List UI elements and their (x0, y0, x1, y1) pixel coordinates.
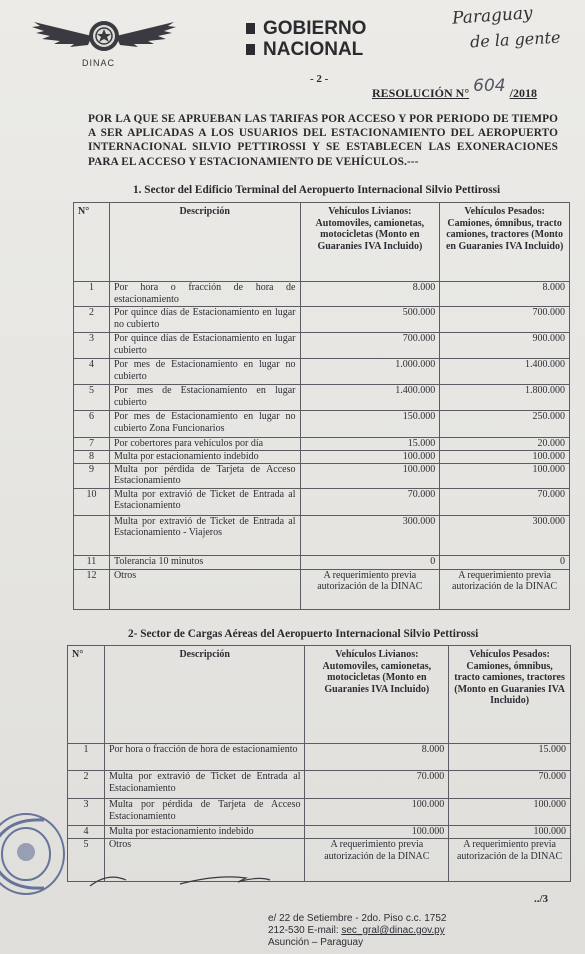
footer-line-1: e/ 22 de Setiembre - 2do. Piso c.c. 1752 (268, 913, 447, 924)
row-light-vehicle-amount: 100.000 (305, 799, 449, 826)
col-header-description: Descripción (104, 646, 305, 744)
col-header-number: N° (74, 203, 110, 282)
row-description: Multa por estacionamiento indebido (104, 826, 305, 839)
row-heavy-vehicle-amount: 900.000 (440, 333, 570, 359)
row-light-vehicle-amount: 700.000 (300, 333, 440, 359)
row-heavy-vehicle-amount: 0 (440, 555, 570, 569)
table-row (68, 771, 571, 799)
resolution-line (372, 76, 537, 102)
table-row (68, 826, 571, 839)
table-header-row (68, 646, 571, 744)
continuation-marker: ../3 (534, 893, 549, 905)
row-light-vehicle-amount: 100.000 (300, 451, 440, 464)
col-header-heavy-vehicles: Vehículos Pesados: Camiones, ómnibus, tracto camiones, tractores (Monto en Guaranies IVA Incluido) (440, 203, 570, 282)
row-description: Otros (109, 569, 300, 609)
footer-address (268, 913, 446, 949)
row-heavy-vehicle-amount: 1.800.000 (440, 385, 570, 411)
row-description: Multa por pérdida de Tarjeta de Acceso Estacionamiento (104, 799, 305, 826)
table-header-row (74, 203, 570, 282)
official-stamp-icon (0, 808, 70, 900)
table-row (74, 515, 570, 555)
row-number: 12 (74, 569, 110, 609)
row-number: 10 (74, 488, 110, 515)
row-heavy-vehicle-amount: 100.000 (449, 799, 571, 826)
signature-icon (88, 866, 298, 890)
row-number: 1 (68, 744, 105, 771)
row-heavy-vehicle-amount: 100.000 (440, 463, 570, 488)
row-heavy-vehicle-amount: 1.400.000 (440, 359, 570, 385)
row-light-vehicle-amount: 100.000 (300, 463, 440, 488)
row-description: Por quince días de Estacionamiento en lugar no cubierto (109, 307, 300, 333)
row-number: 4 (74, 359, 110, 385)
table-row (74, 411, 570, 438)
row-light-vehicle-amount: A requerimiento previa autorización de la DINAC (305, 839, 449, 882)
row-light-vehicle-amount: 8.000 (300, 282, 440, 307)
row-description: Por hora o fracción de hora de estacionamiento (104, 744, 305, 771)
row-heavy-vehicle-amount: 8.000 (440, 282, 570, 307)
footer-phone: 212-530 E-mail: (268, 925, 342, 936)
gov-line-2: NACIONAL (246, 39, 366, 60)
footer-email-link[interactable]: sec_gral@dinac.gov.py (341, 925, 445, 936)
section-1-table-body (74, 282, 570, 610)
footer-line-3: Asunción – Paraguay (268, 937, 364, 948)
table-row (74, 359, 570, 385)
row-number: 5 (74, 385, 110, 411)
table-row (74, 569, 570, 609)
table-row (68, 744, 571, 771)
col-header-number: N° (68, 646, 105, 744)
table-row (68, 799, 571, 826)
row-light-vehicle-amount: 1.400.000 (300, 385, 440, 411)
col-header-light-vehicles: Vehículos Livianos: Automoviles, camionetas, motocicletas (Monto en Guaranies IVA Incluido) (300, 203, 440, 282)
row-light-vehicle-amount: 1.000.000 (300, 359, 440, 385)
col-header-heavy-vehicles: Vehículos Pesados: Camiones, ómnibus, tracto camiones, tractores (Monto en Guaranies IVA Incluido) (449, 646, 571, 744)
row-description: Multa por extravió de Ticket de Entrada al Estacionamiento (109, 488, 300, 515)
row-number: 5 (68, 839, 105, 882)
row-number: 3 (68, 799, 105, 826)
section-1-table (73, 202, 570, 610)
resolution-number: 604 (473, 76, 506, 96)
row-number: 9 (74, 463, 110, 488)
row-number: 2 (68, 771, 105, 799)
table-row (74, 488, 570, 515)
row-light-vehicle-amount: 70.000 (305, 771, 449, 799)
row-heavy-vehicle-amount: 100.000 (440, 451, 570, 464)
gov-line-1: GOBIERNO (246, 18, 366, 39)
row-light-vehicle-amount: 70.000 (300, 488, 440, 515)
row-description: Multa por pérdida de Tarjeta de Acceso Estacionamiento (109, 463, 300, 488)
section-2-table (67, 645, 571, 882)
row-number: 2 (74, 307, 110, 333)
table-row (74, 385, 570, 411)
row-heavy-vehicle-amount: 100.000 (449, 826, 571, 839)
table-row (74, 451, 570, 464)
row-heavy-vehicle-amount: 70.000 (440, 488, 570, 515)
row-number: 7 (74, 438, 110, 451)
row-description: Multa por estacionamiento indebido (109, 451, 300, 464)
row-heavy-vehicle-amount: 15.000 (449, 744, 571, 771)
row-heavy-vehicle-amount: 70.000 (449, 771, 571, 799)
row-description: Por hora o fracción de hora de estacionamiento (109, 282, 300, 307)
row-number: 3 (74, 333, 110, 359)
row-number: 1 (74, 282, 110, 307)
government-logo-text (246, 18, 366, 60)
row-heavy-vehicle-amount: 20.000 (440, 438, 570, 451)
winged-emblem-icon (30, 14, 178, 62)
row-description: Multa por extravió de Ticket de Entrada al Estacionamiento - Viajeros (109, 515, 300, 555)
table-row (74, 555, 570, 569)
dinac-logo (30, 14, 178, 74)
section-2-heading: 2- Sector de Cargas Aéreas del Aeropuerto Internacional Silvio Pettirossi (128, 628, 479, 640)
row-number: 11 (74, 555, 110, 569)
col-header-light-vehicles: Vehículos Livianos: Automoviles, camionetas, motocicletas (Monto en Guaranies IVA Incluido) (305, 646, 449, 744)
row-heavy-vehicle-amount: 700.000 (440, 307, 570, 333)
resolution-year: /2018 (509, 86, 537, 100)
resolution-title: POR LA QUE SE APRUEBAN LAS TARIFAS POR ACCESO Y POR PERIODO DE TIEMPO A SER APLICADAS A LOS USUARIOS DEL ESTACIONAMIENTO DEL AEROPUERTO INTERNACIONAL SILVIO PETTIROSSI Y SE ESTABLECEN LAS EXONERACIONES PARA EL ACCESO Y ESTACIONAMIENTO DE VEHÍCULOS.--- (88, 113, 558, 168)
row-heavy-vehicle-amount: 250.000 (440, 411, 570, 438)
section-2-table-body (68, 744, 571, 882)
row-light-vehicle-amount: 100.000 (305, 826, 449, 839)
row-light-vehicle-amount: A requerimiento previa autorización de la DINAC (300, 569, 440, 609)
row-light-vehicle-amount: 500.000 (300, 307, 440, 333)
row-heavy-vehicle-amount: A requerimiento previa autorización de la DINAC (440, 569, 570, 609)
row-light-vehicle-amount: 300.000 (300, 515, 440, 555)
row-description: Por mes de Estacionamiento en lugar cubierto (109, 385, 300, 411)
table-row (74, 282, 570, 307)
page-number: - 2 - (310, 73, 329, 85)
row-light-vehicle-amount: 150.000 (300, 411, 440, 438)
row-number (74, 515, 110, 555)
row-number: 6 (74, 411, 110, 438)
row-description: Tolerancia 10 minutos (109, 555, 300, 569)
row-description: Por mes de Estacionamiento en lugar no cubierto (109, 359, 300, 385)
row-number: 8 (74, 451, 110, 464)
row-description: Otros (104, 839, 305, 882)
row-description: Por cobertores para vehículos por día (109, 438, 300, 451)
row-light-vehicle-amount: 15.000 (300, 438, 440, 451)
slogan-line-1: Paraguay (451, 3, 534, 29)
row-light-vehicle-amount: 8.000 (305, 744, 449, 771)
table-row (74, 333, 570, 359)
row-light-vehicle-amount: 0 (300, 555, 440, 569)
resolution-label: RESOLUCIÓN N° (372, 86, 470, 100)
row-number: 4 (68, 826, 105, 839)
table-row (74, 463, 570, 488)
row-description: Por mes de Estacionamiento en lugar no cubierto Zona Funcionarios (109, 411, 300, 438)
table-row (74, 307, 570, 333)
row-heavy-vehicle-amount: A requerimiento previa autorización de la DINAC (449, 839, 571, 882)
footer-line-2 (268, 925, 446, 937)
table-row (74, 438, 570, 451)
section-1-heading: 1. Sector del Edificio Terminal del Aeropuerto Internacional Silvio Pettirossi (133, 184, 501, 196)
row-heavy-vehicle-amount: 300.000 (440, 515, 570, 555)
row-description: Multa por extravió de Ticket de Entrada al Estacionamiento (104, 771, 305, 799)
slogan-line-2: de la gente (469, 27, 561, 52)
col-header-description: Descripción (109, 203, 300, 282)
row-description: Por quince días de Estacionamiento en lugar cubierto (109, 333, 300, 359)
org-abbreviation: DINAC (82, 58, 116, 68)
